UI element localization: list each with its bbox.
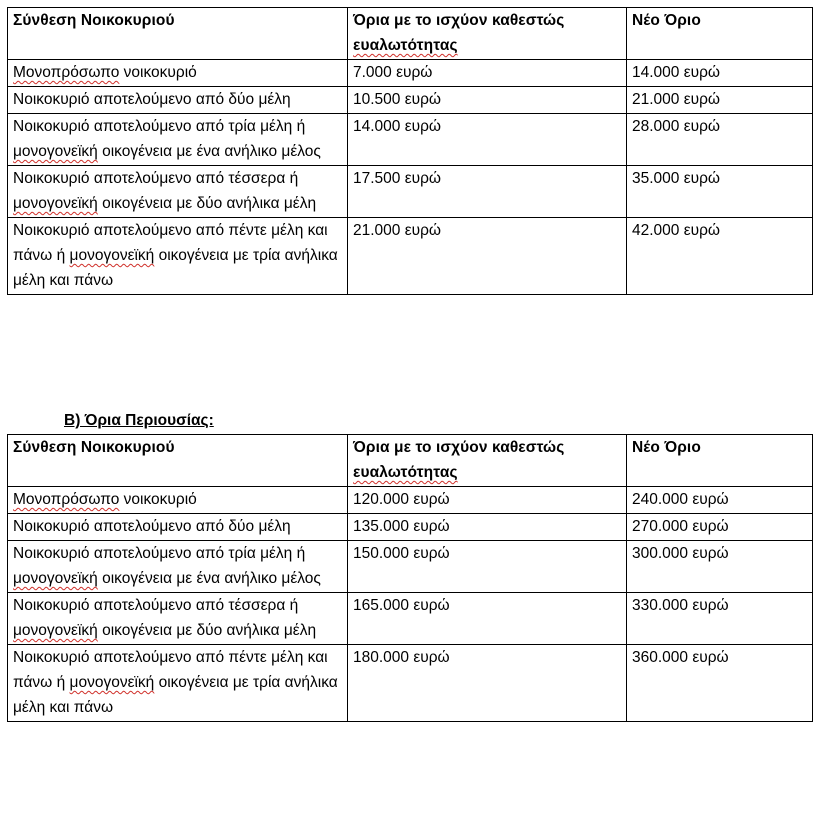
cell-new-limit: 330.000 ευρώ — [627, 593, 813, 645]
table-row — [8, 645, 813, 722]
table-header-row — [8, 8, 813, 60]
property-limits-table — [7, 434, 813, 722]
cell-current-limit: 165.000 ευρώ — [348, 593, 627, 645]
cell-composition: Νοικοκυριό αποτελούμενο από τρία μέλη ή μονογονεϊκή οικογένεια με ένα ανήλικο μέλος — [8, 114, 348, 166]
cell-composition: Νοικοκυριό αποτελούμενο από τέσσερα ή μονογονεϊκή οικογένεια με δύο ανήλικα μέλη — [8, 166, 348, 218]
cell-current-limit: 180.000 ευρώ — [348, 645, 627, 722]
table-row — [8, 487, 813, 514]
cell-new-limit: 300.000 ευρώ — [627, 541, 813, 593]
cell-new-limit: 360.000 ευρώ — [627, 645, 813, 722]
header-composition: Σύνθεση Νοικοκυριού — [8, 8, 348, 60]
table-row — [8, 541, 813, 593]
table-row — [8, 166, 813, 218]
table-row — [8, 218, 813, 295]
cell-composition: Μονοπρόσωπο νοικοκυριό — [8, 487, 348, 514]
header-current-limit: Όρια με το ισχύον καθεστώς ευαλωτότητας — [348, 435, 627, 487]
table-row — [8, 60, 813, 87]
cell-new-limit: 21.000 ευρώ — [627, 87, 813, 114]
income-limits-table — [7, 7, 813, 295]
cell-composition: Νοικοκυριό αποτελούμενο από δύο μέλη — [8, 87, 348, 114]
cell-current-limit: 135.000 ευρώ — [348, 514, 627, 541]
cell-new-limit: 240.000 ευρώ — [627, 487, 813, 514]
header-new-limit: Νέο Όριο — [627, 435, 813, 487]
header-composition: Σύνθεση Νοικοκυριού — [8, 435, 348, 487]
cell-current-limit: 150.000 ευρώ — [348, 541, 627, 593]
table-header-row — [8, 435, 813, 487]
cell-new-limit: 28.000 ευρώ — [627, 114, 813, 166]
cell-new-limit: 270.000 ευρώ — [627, 514, 813, 541]
cell-composition: Νοικοκυριό αποτελούμενο από τρία μέλη ή μονογονεϊκή οικογένεια με ένα ανήλικο μέλος — [8, 541, 348, 593]
property-limits-heading: Β) Όρια Περιουσίας: — [64, 412, 214, 429]
cell-composition: Νοικοκυριό αποτελούμενο από πέντε μέλη και πάνω ή μονογονεϊκή οικογένεια με τρία ανήλικα μέλη και πάνω — [8, 218, 348, 295]
cell-composition: Νοικοκυριό αποτελούμενο από πέντε μέλη και πάνω ή μονογονεϊκή οικογένεια με τρία ανήλικα μέλη και πάνω — [8, 645, 348, 722]
header-current-limit: Όρια με το ισχύον καθεστώς ευαλωτότητας — [348, 8, 627, 60]
cell-current-limit: 14.000 ευρώ — [348, 114, 627, 166]
table-row — [8, 114, 813, 166]
cell-current-limit: 17.500 ευρώ — [348, 166, 627, 218]
cell-new-limit: 35.000 ευρώ — [627, 166, 813, 218]
table-row — [8, 593, 813, 645]
cell-current-limit: 120.000 ευρώ — [348, 487, 627, 514]
cell-current-limit: 10.500 ευρώ — [348, 87, 627, 114]
header-new-limit: Νέο Όριο — [627, 8, 813, 60]
table-row — [8, 87, 813, 114]
cell-current-limit: 7.000 ευρώ — [348, 60, 627, 87]
cell-composition: Νοικοκυριό αποτελούμενο από δύο μέλη — [8, 514, 348, 541]
table-row — [8, 514, 813, 541]
cell-composition: Νοικοκυριό αποτελούμενο από τέσσερα ή μονογονεϊκή οικογένεια με δύο ανήλικα μέλη — [8, 593, 348, 645]
cell-new-limit: 14.000 ευρώ — [627, 60, 813, 87]
cell-current-limit: 21.000 ευρώ — [348, 218, 627, 295]
cell-composition: Μονοπρόσωπο νοικοκυριό — [8, 60, 348, 87]
cell-new-limit: 42.000 ευρώ — [627, 218, 813, 295]
